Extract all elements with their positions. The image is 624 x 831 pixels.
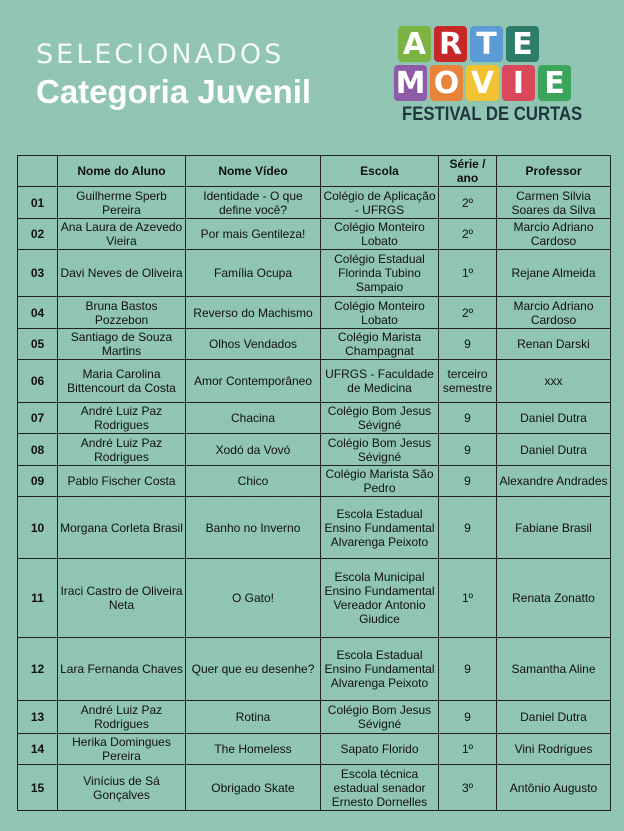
- cell-aluno: Pablo Fischer Costa: [58, 466, 186, 497]
- header-num: [18, 156, 58, 187]
- cell-aluno: André Luiz Paz Rodrigues: [58, 701, 186, 734]
- table-row: [18, 219, 611, 250]
- cell-num: 01: [18, 187, 58, 219]
- cell-num: 13: [18, 701, 58, 734]
- cell-num: 02: [18, 219, 58, 250]
- logo-tile: A: [398, 26, 431, 62]
- table-row: [18, 403, 611, 434]
- cell-escola: Colégio Marista São Pedro: [321, 466, 439, 497]
- cell-professor: Antônio Augusto: [497, 765, 611, 811]
- cell-serie: terceiro semestre: [439, 360, 497, 403]
- cell-escola: Sapato Florido: [321, 734, 439, 765]
- cell-serie: 9: [439, 497, 497, 559]
- cell-serie: 9: [439, 638, 497, 701]
- logo-tile: E: [506, 26, 539, 62]
- cell-video: Por mais Gentileza!: [186, 219, 321, 250]
- cell-serie: 9: [439, 434, 497, 466]
- table-row: [18, 765, 611, 811]
- cell-video: Rotina: [186, 701, 321, 734]
- header-professor: Professor: [497, 156, 611, 187]
- cell-aluno: Morgana Corleta Brasil: [58, 497, 186, 559]
- cell-escola: Colégio Monteiro Lobato: [321, 219, 439, 250]
- cell-professor: Alexandre Andrades: [497, 466, 611, 497]
- cell-professor: Rejane Almeida: [497, 250, 611, 297]
- cell-aluno: Iraci Castro de Oliveira Neta: [58, 559, 186, 638]
- logo-tile: O: [430, 65, 463, 101]
- cell-professor: Renan Darski: [497, 329, 611, 360]
- cell-num: 05: [18, 329, 58, 360]
- cell-escola: Escola Municipal Ensino Fundamental Vereador Antonio Giudice: [321, 559, 439, 638]
- logo-tile: R: [434, 26, 467, 62]
- cell-aluno: Maria Carolina Bittencourt da Costa: [58, 360, 186, 403]
- cell-video: O Gato!: [186, 559, 321, 638]
- logo-tile: V: [466, 65, 499, 101]
- cell-escola: Escola Estadual Ensino Fundamental Alvarenga Peixoto: [321, 497, 439, 559]
- cell-num: 06: [18, 360, 58, 403]
- cell-video: Reverso do Machismo: [186, 297, 321, 329]
- cell-escola: Colégio Bom Jesus Sévigné: [321, 434, 439, 466]
- cell-serie: 2º: [439, 219, 497, 250]
- cell-serie: 1º: [439, 250, 497, 297]
- logo-row-arte: [398, 26, 584, 62]
- cell-professor: Marcio Adriano Cardoso: [497, 297, 611, 329]
- cell-aluno: André Luiz Paz Rodrigues: [58, 434, 186, 466]
- cell-num: 10: [18, 497, 58, 559]
- cell-aluno: Santiago de Souza Martins: [58, 329, 186, 360]
- cell-serie: 1º: [439, 559, 497, 638]
- table-row: [18, 297, 611, 329]
- cell-escola: Colégio Estadual Florinda Tubino Sampaio: [321, 250, 439, 297]
- cell-aluno: Guilherme Sperb Pereira: [58, 187, 186, 219]
- cell-aluno: Herika Domingues Pereira: [58, 734, 186, 765]
- cell-escola: Colégio Bom Jesus Sévigné: [321, 403, 439, 434]
- cell-video: Banho no Inverno: [186, 497, 321, 559]
- header: [36, 40, 311, 112]
- cell-escola: Colégio Monteiro Lobato: [321, 297, 439, 329]
- cell-num: 07: [18, 403, 58, 434]
- table-row: [18, 434, 611, 466]
- cell-video: Olhos Vendados: [186, 329, 321, 360]
- header-video: Nome Vídeo: [186, 156, 321, 187]
- cell-professor: Daniel Dutra: [497, 403, 611, 434]
- cell-aluno: Davi Neves de Oliveira: [58, 250, 186, 297]
- cell-num: 15: [18, 765, 58, 811]
- table-body: [18, 187, 611, 811]
- cell-video: Chico: [186, 466, 321, 497]
- logo-tile: M: [395, 65, 426, 101]
- cell-aluno: Bruna Bastos Pozzebon: [58, 297, 186, 329]
- cell-professor: Samantha Aline: [497, 638, 611, 701]
- cell-serie: 1º: [439, 734, 497, 765]
- cell-escola: Colégio Marista Champagnat: [321, 329, 439, 360]
- cell-serie: 2º: [439, 187, 497, 219]
- selected-table: [17, 155, 611, 811]
- cell-video: Família Ocupa: [186, 250, 321, 297]
- header-subtitle: SELECIONADOS: [36, 39, 285, 70]
- table-header-row: [18, 156, 611, 187]
- cell-aluno: Lara Fernanda Chaves: [58, 638, 186, 701]
- cell-video: Chacina: [186, 403, 321, 434]
- logo-tile: I: [502, 65, 535, 101]
- cell-video: The Homeless: [186, 734, 321, 765]
- logo-tile: E: [538, 65, 571, 101]
- table-row: [18, 360, 611, 403]
- cell-escola: Colégio Bom Jesus Sévigné: [321, 701, 439, 734]
- cell-num: 09: [18, 466, 58, 497]
- cell-video: Obrigado Skate: [186, 765, 321, 811]
- cell-serie: 9: [439, 466, 497, 497]
- table-row: [18, 187, 611, 219]
- cell-professor: Daniel Dutra: [497, 701, 611, 734]
- cell-escola: Escola técnica estadual senador Ernesto Dornelles: [321, 765, 439, 811]
- logo-tagline: FESTIVAL DE CURTAS: [402, 104, 583, 125]
- cell-num: 03: [18, 250, 58, 297]
- cell-professor: Vini Rodrigues: [497, 734, 611, 765]
- cell-num: 08: [18, 434, 58, 466]
- cell-serie: 9: [439, 403, 497, 434]
- cell-professor: Marcio Adriano Cardoso: [497, 219, 611, 250]
- table-row: [18, 329, 611, 360]
- cell-num: 11: [18, 559, 58, 638]
- cell-aluno: André Luiz Paz Rodrigues: [58, 403, 186, 434]
- header-escola: Escola: [321, 156, 439, 187]
- table-row: [18, 701, 611, 734]
- cell-num: 04: [18, 297, 58, 329]
- cell-video: Identidade - O que define você?: [186, 187, 321, 219]
- logo-row-movie: [394, 65, 584, 101]
- cell-num: 12: [18, 638, 58, 701]
- cell-professor: Renata Zonatto: [497, 559, 611, 638]
- cell-escola: Colégio de Aplicação - UFRGS: [321, 187, 439, 219]
- cell-serie: 9: [439, 701, 497, 734]
- cell-video: Quer que eu desenhe?: [186, 638, 321, 701]
- cell-serie: 3º: [439, 765, 497, 811]
- cell-professor: Daniel Dutra: [497, 434, 611, 466]
- cell-num: 14: [18, 734, 58, 765]
- cell-professor: Fabiane Brasil: [497, 497, 611, 559]
- cell-aluno: Vinícius de Sá Gonçalves: [58, 765, 186, 811]
- cell-serie: 9: [439, 329, 497, 360]
- cell-serie: 2º: [439, 297, 497, 329]
- table-row: [18, 638, 611, 701]
- cell-professor: Carmen Silvia Soares da Silva: [497, 187, 611, 219]
- header-serie: Série / ano: [439, 156, 497, 187]
- cell-video: Amor Contemporâneo: [186, 360, 321, 403]
- logo-tile: T: [470, 26, 503, 62]
- table-row: [18, 559, 611, 638]
- table-row: [18, 734, 611, 765]
- table-row: [18, 466, 611, 497]
- cell-escola: UFRGS - Faculdade de Medicina: [321, 360, 439, 403]
- arte-movie-logo: [394, 26, 584, 126]
- cell-aluno: Ana Laura de Azevedo Vieira: [58, 219, 186, 250]
- header-aluno: Nome do Aluno: [58, 156, 186, 187]
- cell-video: Xodó da Vovó: [186, 434, 321, 466]
- table-row: [18, 497, 611, 559]
- page-title: Categoria Juvenil: [36, 73, 312, 110]
- cell-escola: Escola Estadual Ensino Fundamental Alvarenga Peixoto: [321, 638, 439, 701]
- cell-professor: xxx: [497, 360, 611, 403]
- table-row: [18, 250, 611, 297]
